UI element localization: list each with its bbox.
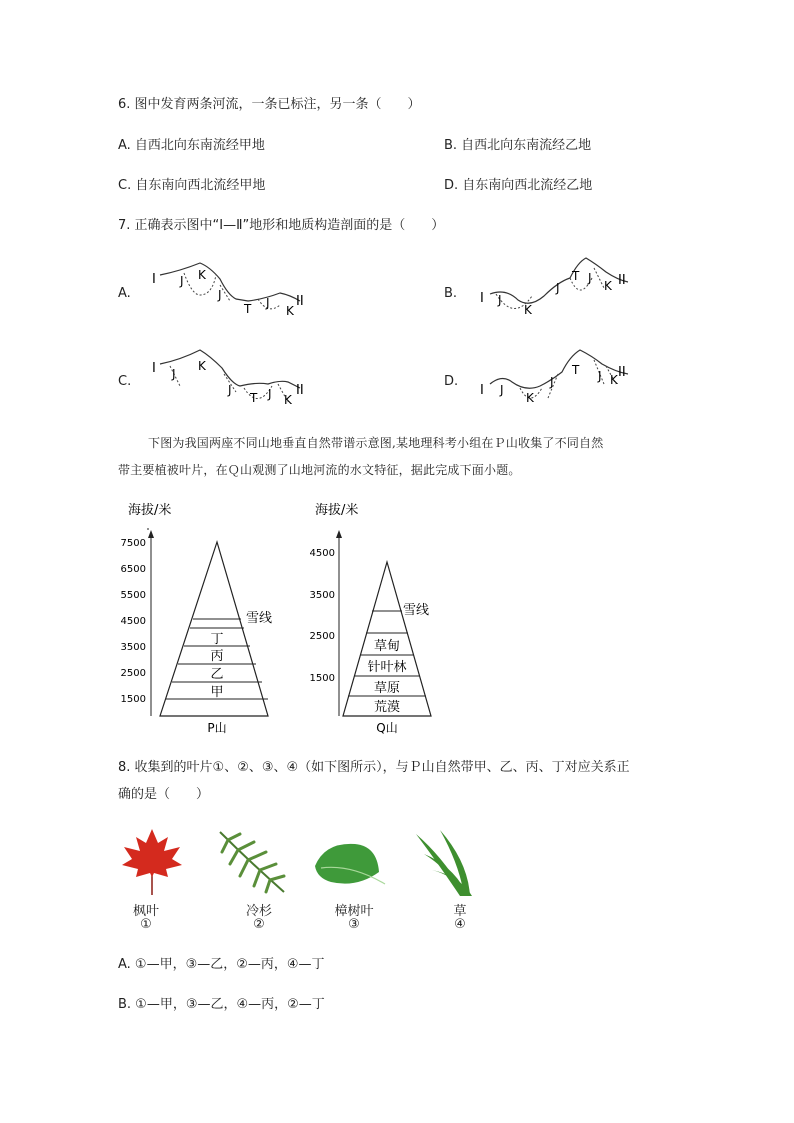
profile-b-j-label: J <box>498 293 502 307</box>
profile-d-t-label: T <box>572 363 580 377</box>
profile-d-j2-label: J <box>550 375 554 389</box>
p-tick-2500: 2500 <box>120 668 146 679</box>
q7-option-c[interactable]: C. <box>118 374 132 389</box>
intro-line-1: 下图为我国两座不同山地垂直自然带谱示意图,某地理科考小组在Ｐ山收集了不同自然 <box>148 436 604 450</box>
profile-b-k-label: K <box>524 303 532 317</box>
q8-stem-line-2: 确的是（ ） <box>118 787 210 802</box>
profile-c-t-label: T <box>250 391 258 405</box>
profile-a-j3-label: J <box>266 296 270 310</box>
profile-c-j-label: J <box>172 367 176 381</box>
p-mountain-name: P山 <box>207 721 227 735</box>
p-zone-jia: 甲 <box>210 685 224 700</box>
profile-c-diagram <box>140 342 320 410</box>
profile-d-j3-label: J <box>598 369 602 383</box>
q7-stem: 7. 正确表示图中“Ⅰ—Ⅱ”地形和地质构造剖面的是（ ） <box>118 218 445 233</box>
leaf-4-number: ④ <box>454 917 466 932</box>
p-zone-bing: 丙 <box>210 649 224 664</box>
profile-d-start-label: I <box>480 383 484 398</box>
camphor-leaf-icon <box>311 838 391 892</box>
q8-option-a[interactable]: A. ①—甲，③—乙，②—丙，④—丁 <box>118 957 325 972</box>
profile-a-end-label: II <box>296 294 304 309</box>
profile-a-j2-label: J <box>218 288 222 302</box>
p-tick-1500: 1500 <box>120 694 146 705</box>
p-axis-title: 海拔/米 <box>128 503 172 518</box>
q-snowline-label: 雪线 <box>403 603 430 618</box>
intro-line-2: 带主要植被叶片，在Ｑ山观测了山地河流的水文特征，据此完成下面小题。 <box>118 463 521 477</box>
profile-b-end-label: II <box>618 273 626 288</box>
maple-leaf-icon <box>118 825 190 899</box>
q6-option-c[interactable]: C. 自东南向西北流经甲地 <box>118 178 266 193</box>
leaf-1-name: 枫叶 <box>132 904 159 919</box>
profile-b-j2-label: J <box>556 281 560 295</box>
profile-c-k2-label: K <box>284 393 292 407</box>
p-tick-3500: 3500 <box>120 642 146 653</box>
profile-d-j-label: J <box>500 383 504 397</box>
q-tick-1500: 1500 <box>309 673 335 684</box>
profile-c-start-label: I <box>152 361 156 376</box>
leaf-2-number: ② <box>253 917 265 932</box>
q6-option-d[interactable]: D. 自东南向西北流经乙地 <box>444 178 593 193</box>
profile-d-diagram <box>470 342 650 410</box>
q-tick-3500: 3500 <box>309 590 335 601</box>
profile-a-start-label: I <box>152 272 156 287</box>
profile-d-k2-label: K <box>610 373 618 387</box>
q-tick-2500: 2500 <box>309 631 335 642</box>
profile-a-t-label: T <box>244 302 252 316</box>
leaf-3-number: ③ <box>348 917 360 932</box>
profile-b-diagram <box>470 252 650 324</box>
leaf-4-name: 草 <box>453 904 467 919</box>
p-zone-ding: 丁 <box>210 632 224 647</box>
profile-a-diagram <box>140 255 320 325</box>
profile-a-k2-label: K <box>286 304 294 318</box>
profile-c-j3-label: J <box>268 387 272 401</box>
p-tick-6500: 6500 <box>120 564 146 575</box>
p-mountain-diagram <box>118 498 288 738</box>
p-tick-7500: 7500 <box>120 538 146 549</box>
q-zone-steppe: 草原 <box>373 681 401 696</box>
leaf-3-name: 樟树叶 <box>334 904 374 919</box>
profile-a-k-label: K <box>198 268 206 282</box>
q6-stem: 6. 图中发育两条河流，一条已标注，另一条（ ） <box>118 97 421 112</box>
p-snowline-label: 雪线 <box>246 611 273 626</box>
p-tick-5500: 5500 <box>120 590 146 601</box>
profile-c-j2-label: J <box>228 383 232 397</box>
q-axis-title: 海拔/米 <box>315 503 359 518</box>
profile-c-k-label: K <box>198 359 206 373</box>
q-tick-4500: 4500 <box>309 548 335 559</box>
grass-icon <box>410 826 474 898</box>
profile-d-k-label: K <box>526 391 534 405</box>
fir-branch-icon <box>214 826 290 898</box>
profile-b-k2-label: K <box>604 279 612 293</box>
q-mountain-name: Q山 <box>376 721 398 735</box>
profile-b-start-label: I <box>480 291 484 306</box>
profile-b-j3-label: J <box>588 271 592 285</box>
q6-option-a[interactable]: A. 自西北向东南流经甲地 <box>118 138 265 153</box>
q-zone-desert: 荒漠 <box>373 700 401 715</box>
profile-a-j-label: J <box>180 274 184 288</box>
q8-stem-line-1: 8. 收集到的叶片①、②、③、④（如下图所示），与Ｐ山自然带甲、乙、丙、丁对应关系正 <box>118 760 630 775</box>
q-mountain-diagram <box>305 498 465 738</box>
profile-c-end-label: II <box>296 383 304 398</box>
p-zone-yi: 乙 <box>210 667 224 682</box>
q8-option-b[interactable]: B. ①—甲，③—乙，④—丙，②—丁 <box>118 997 325 1012</box>
q-zone-conifer: 针叶林 <box>367 660 407 675</box>
p-tick-4500: 4500 <box>120 616 146 627</box>
leaf-2-name: 冷杉 <box>245 904 272 919</box>
q7-option-a[interactable]: A. <box>118 286 131 301</box>
leaf-1-number: ① <box>140 917 152 932</box>
profile-d-end-label: II <box>618 365 626 380</box>
profile-b-t-label: T <box>572 269 580 283</box>
q-zone-meadow: 草甸 <box>373 639 401 654</box>
q7-option-b[interactable]: B. <box>444 286 458 301</box>
q7-option-d[interactable]: D. <box>444 374 459 389</box>
q6-option-b[interactable]: B. 自西北向东南流经乙地 <box>444 138 592 153</box>
